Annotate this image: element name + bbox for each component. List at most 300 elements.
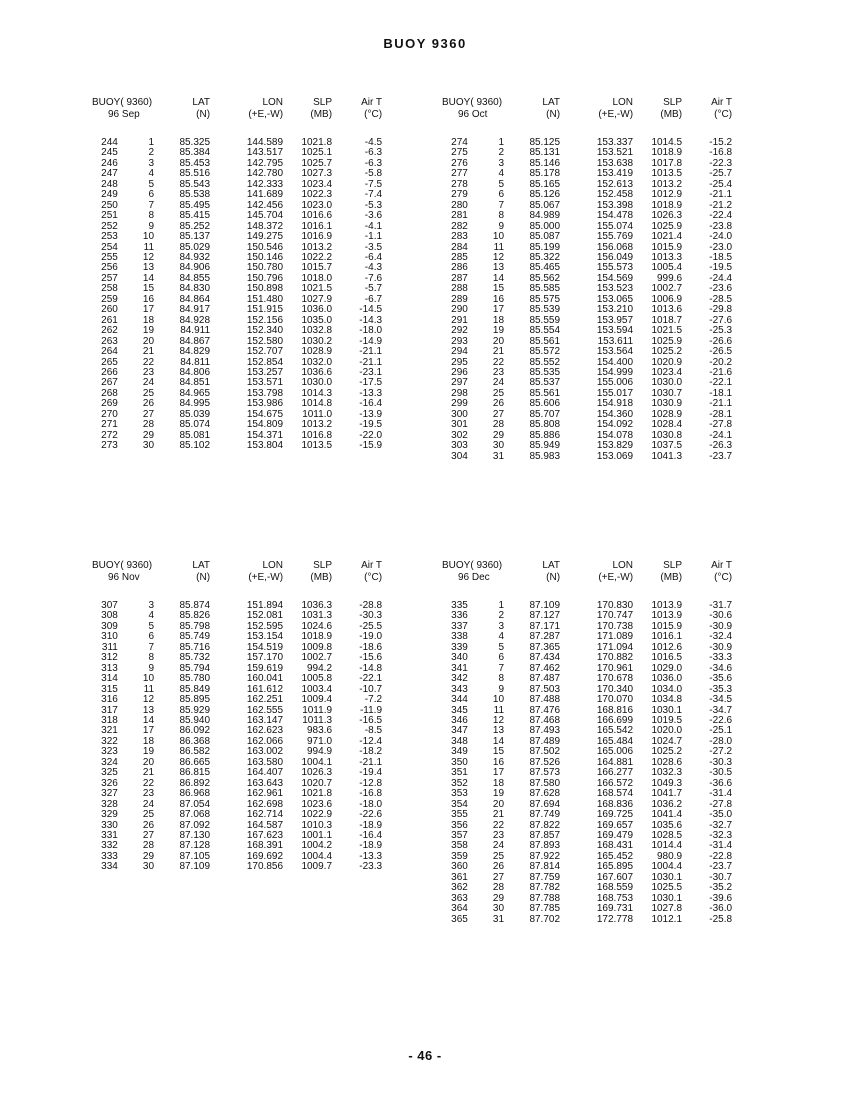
- sea-level-pressure-cell: 1021.8: [301, 137, 333, 148]
- sea-level-pressure-cell: 1005.8: [301, 673, 333, 685]
- day-of-month-cell: 2: [498, 147, 505, 159]
- day-of-year-cell: 311: [101, 641, 118, 653]
- day-of-month-cell: 17: [492, 767, 505, 779]
- day-of-month-cell: 7: [498, 199, 505, 211]
- sea-level-pressure-cell: 1020.0: [651, 725, 683, 737]
- sea-level-pressure-cell: 1009.4: [301, 694, 333, 706]
- air-temperature-cell: -7.5: [364, 178, 383, 190]
- latitude-cell: 84.989: [529, 210, 561, 222]
- day-of-year-cell: 299: [451, 398, 468, 410]
- air-temperature-cell: -10.7: [359, 683, 383, 695]
- day-of-month-cell: 16: [492, 293, 505, 305]
- latitude-cell: 86.968: [179, 788, 211, 800]
- air-temperature-cell: -28.8: [359, 600, 383, 611]
- header-period: 96 Dec: [458, 571, 490, 583]
- longitude-cell: 169.657: [596, 819, 634, 831]
- table-row: [442, 800, 732, 810]
- latitude-cell: 85.707: [529, 408, 561, 420]
- sea-level-pressure-cell: 1030.9: [651, 398, 683, 410]
- sea-level-pressure-cell: 999.6: [657, 272, 683, 284]
- header-air-unit: (°C): [714, 108, 733, 120]
- table-row: [92, 653, 382, 663]
- longitude-cell: 152.458: [596, 189, 634, 201]
- latitude-cell: 85.495: [179, 199, 211, 211]
- day-of-year-cell: 337: [451, 620, 468, 632]
- day-of-year-cell: 259: [101, 293, 118, 305]
- longitude-cell: 168.391: [246, 840, 284, 852]
- header-unit-row: [442, 109, 732, 121]
- longitude-cell: 168.431: [596, 840, 634, 852]
- table-row: [442, 190, 732, 200]
- day-of-year-cell: 322: [101, 735, 118, 747]
- header-lat-unit: (N): [196, 108, 211, 120]
- sea-level-pressure-cell: 1013.5: [301, 440, 333, 452]
- day-of-year-cell: 343: [451, 683, 468, 695]
- sea-level-pressure-cell: 1027.9: [301, 293, 333, 305]
- longitude-cell: 168.836: [596, 798, 634, 810]
- latitude-cell: 85.252: [179, 220, 211, 232]
- header-slp: SLP: [663, 560, 683, 571]
- table-row: [92, 643, 382, 653]
- sea-level-pressure-cell: 1020.7: [301, 777, 333, 789]
- table-row: [442, 726, 732, 736]
- latitude-cell: 85.552: [529, 356, 561, 368]
- day-of-month-cell: 8: [498, 673, 505, 685]
- air-temperature-cell: -6.3: [364, 157, 383, 169]
- header-buoy: BUOY( 9360): [92, 560, 153, 571]
- sea-level-pressure-cell: 1036.2: [651, 798, 683, 810]
- longitude-cell: 152.707: [246, 346, 284, 358]
- air-temperature-cell: -18.2: [359, 746, 383, 758]
- table-row: [442, 831, 732, 841]
- day-of-year-cell: 285: [451, 251, 468, 263]
- longitude-cell: 154.478: [596, 210, 634, 222]
- longitude-cell: 144.589: [246, 137, 284, 148]
- table-row: [442, 841, 732, 851]
- sea-level-pressure-cell: 1014.3: [301, 387, 333, 399]
- day-of-month-cell: 18: [492, 777, 505, 789]
- latitude-cell: 84.965: [179, 387, 211, 399]
- header-air: Air T: [711, 560, 733, 571]
- header-slp-unit: (MB): [310, 108, 333, 120]
- latitude-cell: 84.906: [179, 262, 211, 274]
- day-of-month-cell: 8: [148, 210, 155, 222]
- air-temperature-cell: -21.1: [709, 189, 733, 201]
- sea-level-pressure-cell: 1013.3: [651, 251, 683, 263]
- longitude-cell: 151.480: [246, 293, 284, 305]
- sea-level-pressure-cell: 1035.6: [651, 819, 683, 831]
- day-of-year-cell: 329: [101, 809, 118, 821]
- latitude-cell: 85.929: [179, 704, 211, 716]
- day-of-year-cell: 331: [101, 829, 118, 841]
- air-temperature-cell: -7.4: [364, 189, 383, 201]
- sea-level-pressure-cell: 1025.2: [651, 746, 683, 758]
- air-temperature-cell: -18.9: [359, 840, 383, 852]
- longitude-cell: 154.371: [246, 429, 284, 441]
- sea-level-pressure-cell: 1013.2: [301, 241, 333, 253]
- sea-level-pressure-cell: 1015.7: [301, 262, 333, 274]
- longitude-cell: 154.809: [246, 419, 284, 431]
- day-of-year-cell: 325: [101, 767, 118, 779]
- table-row: [92, 211, 382, 221]
- day-of-year-cell: 344: [451, 694, 468, 706]
- air-temperature-cell: -21.6: [709, 366, 733, 378]
- table-row: [92, 726, 382, 736]
- table-row: [442, 664, 732, 674]
- day-of-month-cell: 23: [492, 829, 505, 841]
- longitude-cell: 160.041: [246, 673, 284, 685]
- table-row: [92, 358, 382, 368]
- sea-level-pressure-cell: 1014.5: [651, 137, 683, 148]
- air-temperature-cell: -24.4: [709, 272, 733, 284]
- latitude-cell: 85.559: [529, 314, 561, 326]
- air-temperature-cell: -25.4: [709, 178, 733, 190]
- latitude-cell: 85.199: [529, 241, 561, 253]
- table-row: [442, 695, 732, 705]
- longitude-cell: 159.619: [246, 662, 284, 674]
- day-of-year-cell: 332: [101, 840, 118, 852]
- longitude-cell: 170.738: [596, 620, 634, 632]
- table-row: [442, 420, 732, 430]
- sea-level-pressure-cell: 1037.5: [651, 440, 683, 452]
- header-row: [92, 560, 382, 572]
- longitude-cell: 170.070: [596, 694, 634, 706]
- sea-level-pressure-cell: 1016.9: [301, 231, 333, 243]
- table-row: [442, 441, 732, 451]
- longitude-cell: 164.587: [246, 819, 284, 831]
- latitude-cell: 87.489: [529, 735, 561, 747]
- longitude-cell: 156.049: [596, 251, 634, 263]
- sea-level-pressure-cell: 1023.4: [301, 178, 333, 190]
- table-block-oct: [442, 97, 732, 462]
- air-temperature-cell: -28.1: [709, 408, 733, 420]
- sea-level-pressure-cell: 1028.4: [651, 419, 683, 431]
- sea-level-pressure-cell: 1012.9: [651, 189, 683, 201]
- day-of-month-cell: 27: [492, 871, 505, 883]
- table-row: [442, 821, 732, 831]
- air-temperature-cell: -35.2: [709, 882, 733, 894]
- longitude-cell: 142.456: [246, 199, 284, 211]
- day-of-year-cell: 293: [451, 335, 468, 347]
- air-temperature-cell: -5.7: [364, 283, 383, 295]
- sea-level-pressure-cell: 1013.9: [651, 610, 683, 622]
- air-temperature-cell: -25.8: [709, 913, 733, 925]
- day-of-year-cell: 291: [451, 314, 468, 326]
- longitude-cell: 153.564: [596, 346, 634, 358]
- day-of-month-cell: 29: [142, 850, 155, 862]
- air-temperature-cell: -34.6: [709, 662, 733, 674]
- latitude-cell: 84.911: [180, 325, 211, 337]
- air-temperature-cell: -12.8: [359, 777, 383, 789]
- longitude-cell: 155.573: [596, 262, 634, 274]
- table-row: [92, 316, 382, 326]
- day-of-month-cell: 27: [142, 829, 155, 841]
- sea-level-pressure-cell: 1027.3: [301, 168, 333, 180]
- day-of-year-cell: 341: [451, 662, 468, 674]
- day-of-year-cell: 347: [451, 725, 468, 737]
- sea-level-pressure-cell: 1004.4: [651, 861, 683, 873]
- day-of-year-cell: 246: [101, 157, 118, 169]
- table-row: [442, 894, 732, 904]
- day-of-year-cell: 361: [451, 871, 468, 883]
- day-of-year-cell: 342: [451, 673, 468, 685]
- air-temperature-cell: -22.8: [709, 850, 733, 862]
- day-of-month-cell: 15: [492, 746, 505, 758]
- day-of-year-cell: 264: [101, 346, 118, 358]
- table-row: [442, 180, 732, 190]
- day-of-year-cell: 302: [451, 429, 468, 441]
- latitude-cell: 87.105: [179, 850, 211, 862]
- air-temperature-cell: -30.9: [709, 641, 733, 653]
- sea-level-pressure-cell: 1023.6: [301, 798, 333, 810]
- latitude-cell: 87.434: [529, 652, 561, 664]
- air-temperature-cell: -32.4: [709, 631, 733, 643]
- day-of-year-cell: 245: [101, 147, 118, 159]
- longitude-cell: 153.594: [596, 325, 634, 337]
- day-of-year-cell: 284: [451, 241, 468, 253]
- table-row: [92, 253, 382, 263]
- table-row: [442, 358, 732, 368]
- sea-level-pressure-cell: 1030.8: [651, 429, 683, 441]
- header-lon-unit: (+E,-W): [248, 108, 284, 120]
- table-row: [442, 706, 732, 716]
- sea-level-pressure-cell: 1017.8: [651, 157, 683, 169]
- day-of-month-cell: 14: [142, 272, 155, 284]
- day-of-month-cell: 17: [142, 304, 155, 316]
- latitude-cell: 85.794: [179, 662, 211, 674]
- day-of-year-cell: 247: [101, 168, 118, 180]
- table-row: [442, 399, 732, 409]
- longitude-cell: 153.398: [596, 199, 634, 211]
- day-of-year-cell: 255: [101, 251, 118, 263]
- air-temperature-cell: -13.3: [359, 850, 383, 862]
- day-of-year-cell: 262: [101, 325, 118, 337]
- longitude-cell: 154.400: [596, 356, 634, 368]
- longitude-cell: 152.613: [596, 178, 634, 190]
- day-of-year-cell: 350: [451, 756, 468, 768]
- sea-level-pressure-cell: 1036.6: [301, 366, 333, 378]
- day-of-month-cell: 11: [143, 241, 155, 253]
- sea-level-pressure-cell: 1025.9: [651, 220, 683, 232]
- latitude-cell: 87.092: [179, 819, 211, 831]
- day-of-month-cell: 15: [142, 283, 155, 295]
- sea-level-pressure-cell: 1035.0: [301, 314, 333, 326]
- air-temperature-cell: -21.1: [359, 346, 383, 358]
- longitude-cell: 170.678: [596, 673, 634, 685]
- header-period: 96 Nov: [108, 571, 140, 583]
- day-of-year-cell: 296: [451, 366, 468, 378]
- sea-level-pressure-cell: 1015.9: [651, 620, 683, 632]
- latitude-cell: 87.127: [529, 610, 561, 622]
- longitude-cell: 153.521: [596, 147, 634, 159]
- latitude-cell: 85.572: [529, 346, 561, 358]
- day-of-year-cell: 335: [451, 600, 468, 611]
- table-block-dec: [442, 560, 732, 925]
- sea-level-pressure-cell: 983.6: [307, 725, 333, 737]
- day-of-month-cell: 19: [492, 788, 505, 800]
- sea-level-pressure-cell: 1004.1: [301, 756, 333, 768]
- air-temperature-cell: -15.9: [359, 440, 383, 452]
- air-temperature-cell: -25.7: [709, 168, 733, 180]
- day-of-year-cell: 359: [451, 850, 468, 862]
- day-of-year-cell: 356: [451, 819, 468, 831]
- day-of-year-cell: 277: [451, 168, 468, 180]
- table-row: [92, 768, 382, 778]
- longitude-cell: 153.638: [596, 157, 634, 169]
- sea-level-pressure-cell: 1034.0: [651, 683, 683, 695]
- longitude-cell: 161.612: [246, 683, 284, 695]
- air-temperature-cell: -26.6: [709, 335, 733, 347]
- table-row: [442, 452, 732, 462]
- sea-level-pressure-cell: 1041.3: [651, 450, 683, 462]
- sea-level-pressure-cell: 1032.0: [301, 356, 333, 368]
- day-of-month-cell: 14: [142, 714, 155, 726]
- longitude-cell: 165.542: [596, 725, 634, 737]
- table-row: [92, 138, 382, 148]
- longitude-cell: 163.002: [246, 746, 284, 758]
- air-temperature-cell: -39.6: [709, 892, 733, 904]
- day-of-month-cell: 7: [148, 199, 155, 211]
- longitude-cell: 168.574: [596, 788, 634, 800]
- day-of-month-cell: 4: [148, 168, 155, 180]
- day-of-month-cell: 4: [148, 610, 155, 622]
- sea-level-pressure-cell: 1021.4: [651, 231, 683, 243]
- longitude-cell: 149.275: [246, 231, 284, 243]
- sea-level-pressure-cell: 1018.0: [301, 272, 333, 284]
- table-row: [92, 800, 382, 810]
- sea-level-pressure-cell: 980.9: [657, 850, 683, 862]
- latitude-cell: 85.780: [179, 673, 211, 685]
- sea-level-pressure-cell: 1025.7: [301, 157, 333, 169]
- day-of-year-cell: 292: [451, 325, 468, 337]
- table-row: [92, 190, 382, 200]
- day-of-year-cell: 268: [101, 387, 118, 399]
- table-row: [92, 841, 382, 851]
- day-of-year-cell: 309: [101, 620, 118, 632]
- air-temperature-cell: -22.4: [709, 210, 733, 222]
- day-of-month-cell: 20: [142, 756, 155, 768]
- air-temperature-cell: -7.2: [364, 694, 383, 706]
- air-temperature-cell: -4.1: [364, 220, 383, 232]
- table-row: [92, 274, 382, 284]
- day-of-month-cell: 28: [492, 419, 505, 431]
- sea-level-pressure-cell: 1031.3: [301, 610, 333, 622]
- day-of-month-cell: 23: [492, 366, 505, 378]
- day-of-year-cell: 304: [451, 450, 468, 462]
- air-temperature-cell: -31.4: [709, 788, 733, 800]
- longitude-cell: 165.895: [596, 861, 634, 873]
- latitude-cell: 84.829: [179, 346, 211, 358]
- day-of-month-cell: 31: [492, 450, 505, 462]
- table-row: [92, 232, 382, 242]
- sea-level-pressure-cell: 1003.4: [301, 683, 333, 695]
- sea-level-pressure-cell: 1023.0: [301, 199, 333, 211]
- table-row: [442, 747, 732, 757]
- sea-level-pressure-cell: 1030.7: [651, 387, 683, 399]
- table-row: [442, 915, 732, 925]
- table-row: [92, 831, 382, 841]
- data-table: [92, 560, 382, 873]
- longitude-cell: 155.017: [596, 387, 634, 399]
- longitude-cell: 162.714: [246, 809, 284, 821]
- latitude-cell: 87.468: [529, 714, 561, 726]
- table-row: [92, 821, 382, 831]
- longitude-cell: 167.607: [596, 871, 634, 883]
- air-temperature-cell: -5.8: [364, 168, 383, 180]
- air-temperature-cell: -18.6: [359, 641, 383, 653]
- day-of-month-cell: 3: [148, 157, 155, 169]
- header-air: Air T: [711, 97, 733, 108]
- table-row: [442, 159, 732, 169]
- longitude-cell: 169.479: [596, 829, 634, 841]
- sea-level-pressure-cell: 1036.0: [301, 304, 333, 316]
- latitude-cell: 85.849: [179, 683, 211, 695]
- table-row: [442, 284, 732, 294]
- latitude-cell: 85.125: [529, 137, 561, 148]
- table-row: [92, 305, 382, 315]
- longitude-cell: 150.898: [246, 283, 284, 295]
- day-of-year-cell: 321: [101, 725, 118, 737]
- day-of-year-cell: 307: [101, 600, 118, 611]
- longitude-cell: 170.961: [596, 662, 634, 674]
- longitude-cell: 165.484: [596, 735, 634, 747]
- latitude-cell: 85.749: [179, 631, 211, 643]
- day-of-year-cell: 308: [101, 610, 118, 622]
- table-row: [442, 347, 732, 357]
- air-temperature-cell: -13.9: [359, 408, 383, 420]
- longitude-cell: 162.623: [246, 725, 284, 737]
- latitude-cell: 84.811: [180, 356, 211, 368]
- latitude-cell: 87.287: [529, 631, 561, 643]
- day-of-month-cell: 20: [492, 335, 505, 347]
- table-row: [442, 253, 732, 263]
- day-of-year-cell: 267: [101, 377, 118, 389]
- table-block-sep: [92, 97, 382, 452]
- air-temperature-cell: -27.2: [709, 746, 733, 758]
- latitude-cell: 84.830: [179, 283, 211, 295]
- air-temperature-cell: -32.3: [709, 829, 733, 841]
- day-of-month-cell: 4: [498, 631, 505, 643]
- air-temperature-cell: -14.5: [359, 304, 383, 316]
- header-lat: LAT: [192, 560, 211, 571]
- air-temperature-cell: -6.3: [364, 147, 383, 159]
- latitude-cell: 85.325: [179, 137, 211, 148]
- day-of-year-cell: 253: [101, 231, 118, 243]
- table-row: [442, 852, 732, 862]
- day-of-month-cell: 11: [493, 704, 505, 716]
- latitude-cell: 87.782: [529, 882, 561, 894]
- latitude-cell: 86.815: [179, 767, 211, 779]
- table-row: [92, 243, 382, 253]
- latitude-cell: 85.000: [529, 220, 561, 232]
- day-of-year-cell: 340: [451, 652, 468, 664]
- day-of-year-cell: 258: [101, 283, 118, 295]
- day-of-year-cell: 286: [451, 262, 468, 274]
- table-row: [442, 789, 732, 799]
- longitude-cell: 152.595: [246, 620, 284, 632]
- sea-level-pressure-cell: 1005.4: [651, 262, 683, 274]
- header-lat-unit: (N): [196, 571, 211, 583]
- longitude-cell: 154.360: [596, 408, 634, 420]
- header-lon: LON: [262, 560, 284, 571]
- day-of-month-cell: 4: [498, 168, 505, 180]
- table-row: [442, 211, 732, 221]
- table-row: [442, 201, 732, 211]
- latitude-cell: 85.826: [179, 610, 211, 622]
- table-row: [92, 706, 382, 716]
- latitude-cell: 85.146: [529, 157, 561, 169]
- latitude-cell: 87.493: [529, 725, 561, 737]
